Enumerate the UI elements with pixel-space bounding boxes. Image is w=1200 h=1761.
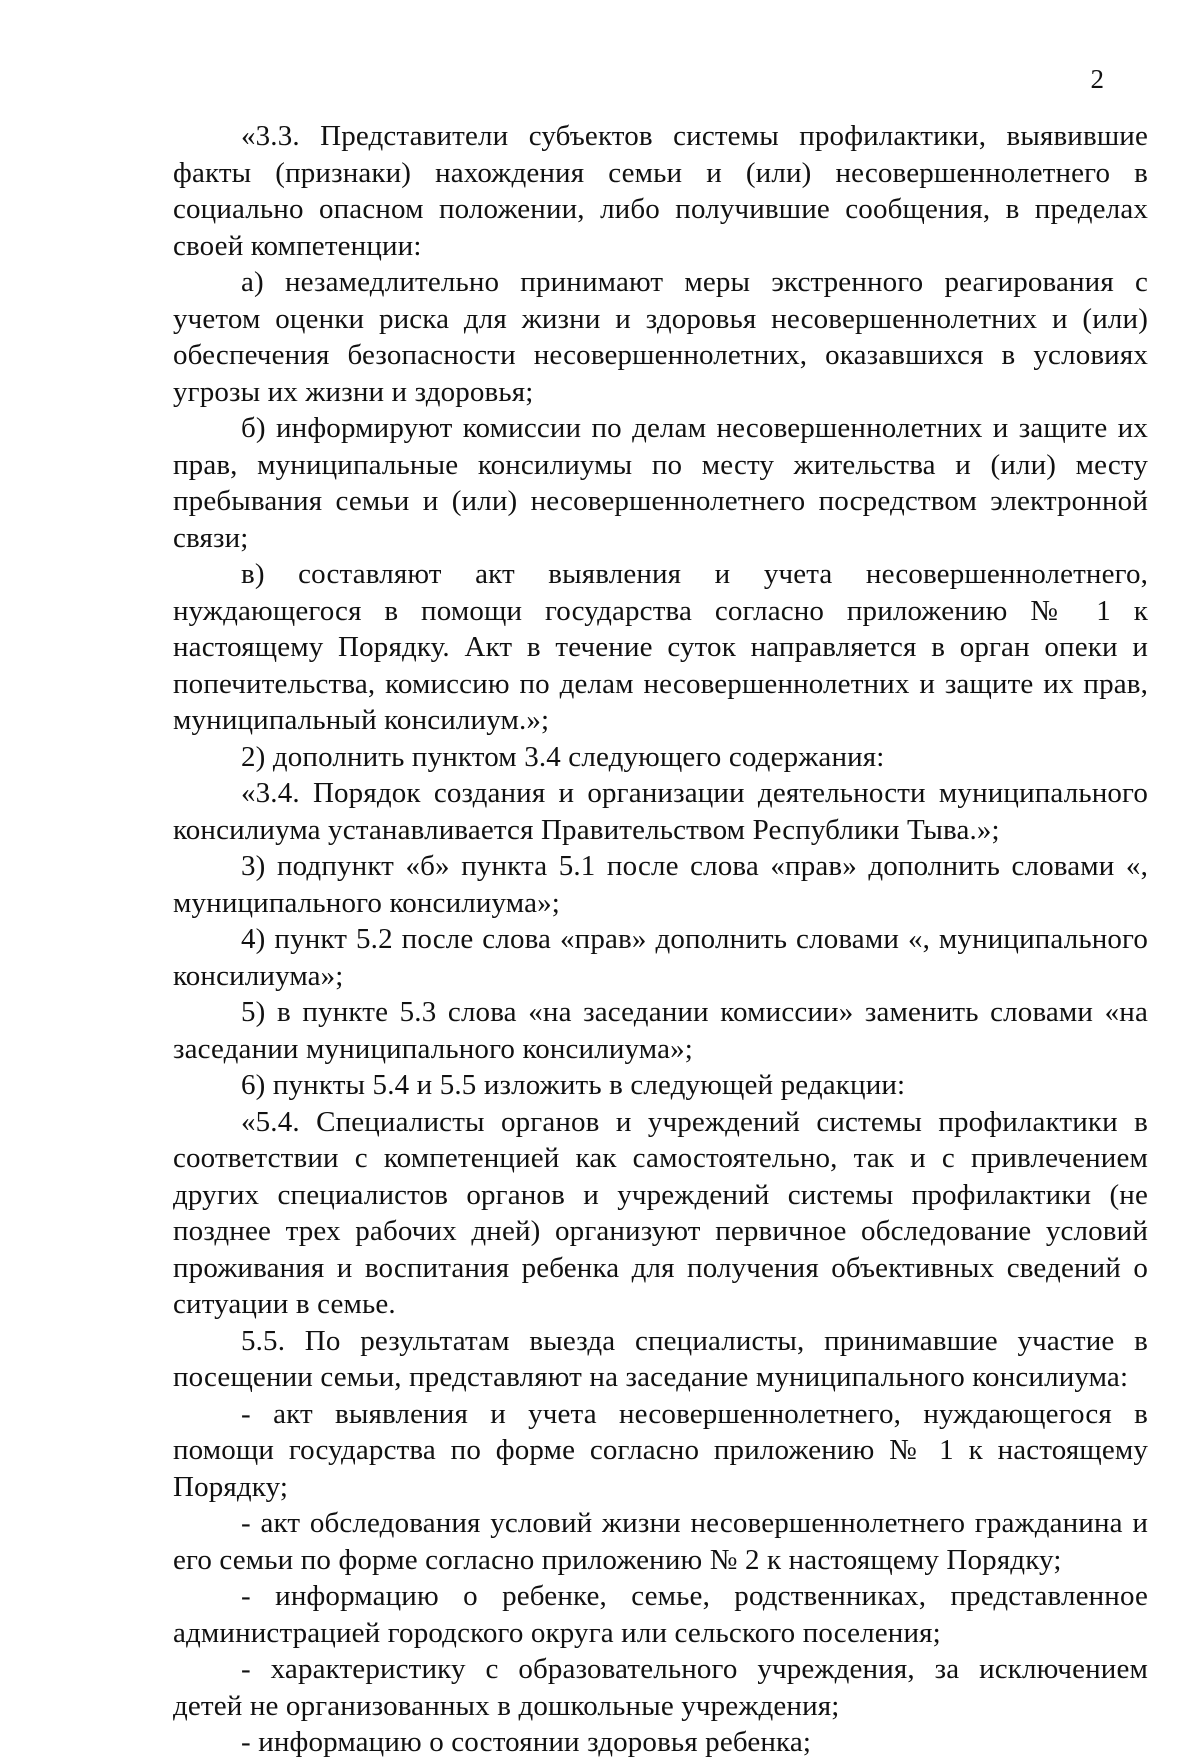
list-item-school-reference: - характеристику с образовательного учреждения, за исключением детей не организованных в дошкольные учреждения; [173,1653,1148,1722]
paragraph-amendment-2: 2) дополнить пунктом 3.4 следующего содержания: [241,740,885,773]
paragraph-5-5: 5.5. По результатам выезда специалисты, принимавшие участие в посещении семьи, представляют на заседание муниципального консилиума: [173,1324,1148,1393]
paragraph-amendment-5: 5) в пункте 5.3 слова «на заседании комиссии» заменить словами «на заседании муниципального консилиума»; [173,996,1148,1065]
paragraph-3-3-intro: «3.3. Представители субъектов системы профилактики, выявившие факты (признаки) нахождения семьи и (или) несовершеннолетнего в социально опасном положении, либо получившие сообщения, в пределах своей компетенции: [173,120,1148,262]
list-item-inspection-act: - акт обследования условий жизни несовершеннолетнего гражданина и его семьи по форме согласно приложению № 2 к настоящему Порядку; [173,1507,1148,1576]
list-item-health-info: - информацию о состоянии здоровья ребенка; [241,1726,812,1758]
paragraph-5-4: «5.4. Специалисты органов и учреждений системы профилактики в соответствии с компетенцией как самостоятельно, так и с привлечением других специалистов органов и учреждений системы профилактики (не позднее трех рабочих дней) организуют первичное обследование условий проживания и воспитания ребенка для получения объективных сведений о ситуации в семье. [173,1105,1148,1320]
paragraph-item-v: в) составляют акт выявления и учета несовершеннолетнего, нуждающегося в помощи государства согласно приложению № 1 к настоящему Порядку. Акт в течение суток направляется в орган опеки и попечительства, комиссию по делам несовершеннолетних и защите их прав, муниципальный консилиум.»; [173,558,1148,736]
paragraph-amendment-6: 6) пункты 5.4 и 5.5 изложить в следующей редакции: [241,1069,906,1101]
paragraph-amendment-3: 3) подпункт «б» пункта 5.1 после слова «прав» дополнить словами «, муниципального консилиума»; [173,850,1148,919]
paragraph-item-a: а) незамедлительно принимают меры экстренного реагирования с учетом оценки риска для жизни и здоровья несовершеннолетних и (или) обеспечения безопасности несовершеннолетних, оказавшихся в условиях угрозы их жизни и здоровья; [173,266,1148,408]
list-item-family-info: - информацию о ребенке, семье, родственниках, представленное администрацией городского округа или сельского поселения; [173,1580,1148,1649]
paragraph-3-4: «3.4. Порядок создания и организации деятельности муниципального консилиума устанавливается Правительством Республики Тыва.»; [173,777,1148,846]
list-item-identification-act: - акт выявления и учета несовершеннолетнего, нуждающегося в помощи государства по форме согласно приложению № 1 к настоящему Порядку; [173,1397,1148,1503]
page-number: 2 [1090,64,1104,94]
paragraph-amendment-4: 4) пункт 5.2 после слова «прав» дополнить словами «, муниципального консилиума»; [173,923,1148,992]
paragraph-item-b: б) информируют комиссии по делам несовершеннолетних и защите их прав, муниципальные консилиумы по месту жительства и (или) месту пребывания семьи и (или) несовершеннолетнего посредством электронной связи; [173,412,1148,554]
document-body [173,118,1148,1761]
